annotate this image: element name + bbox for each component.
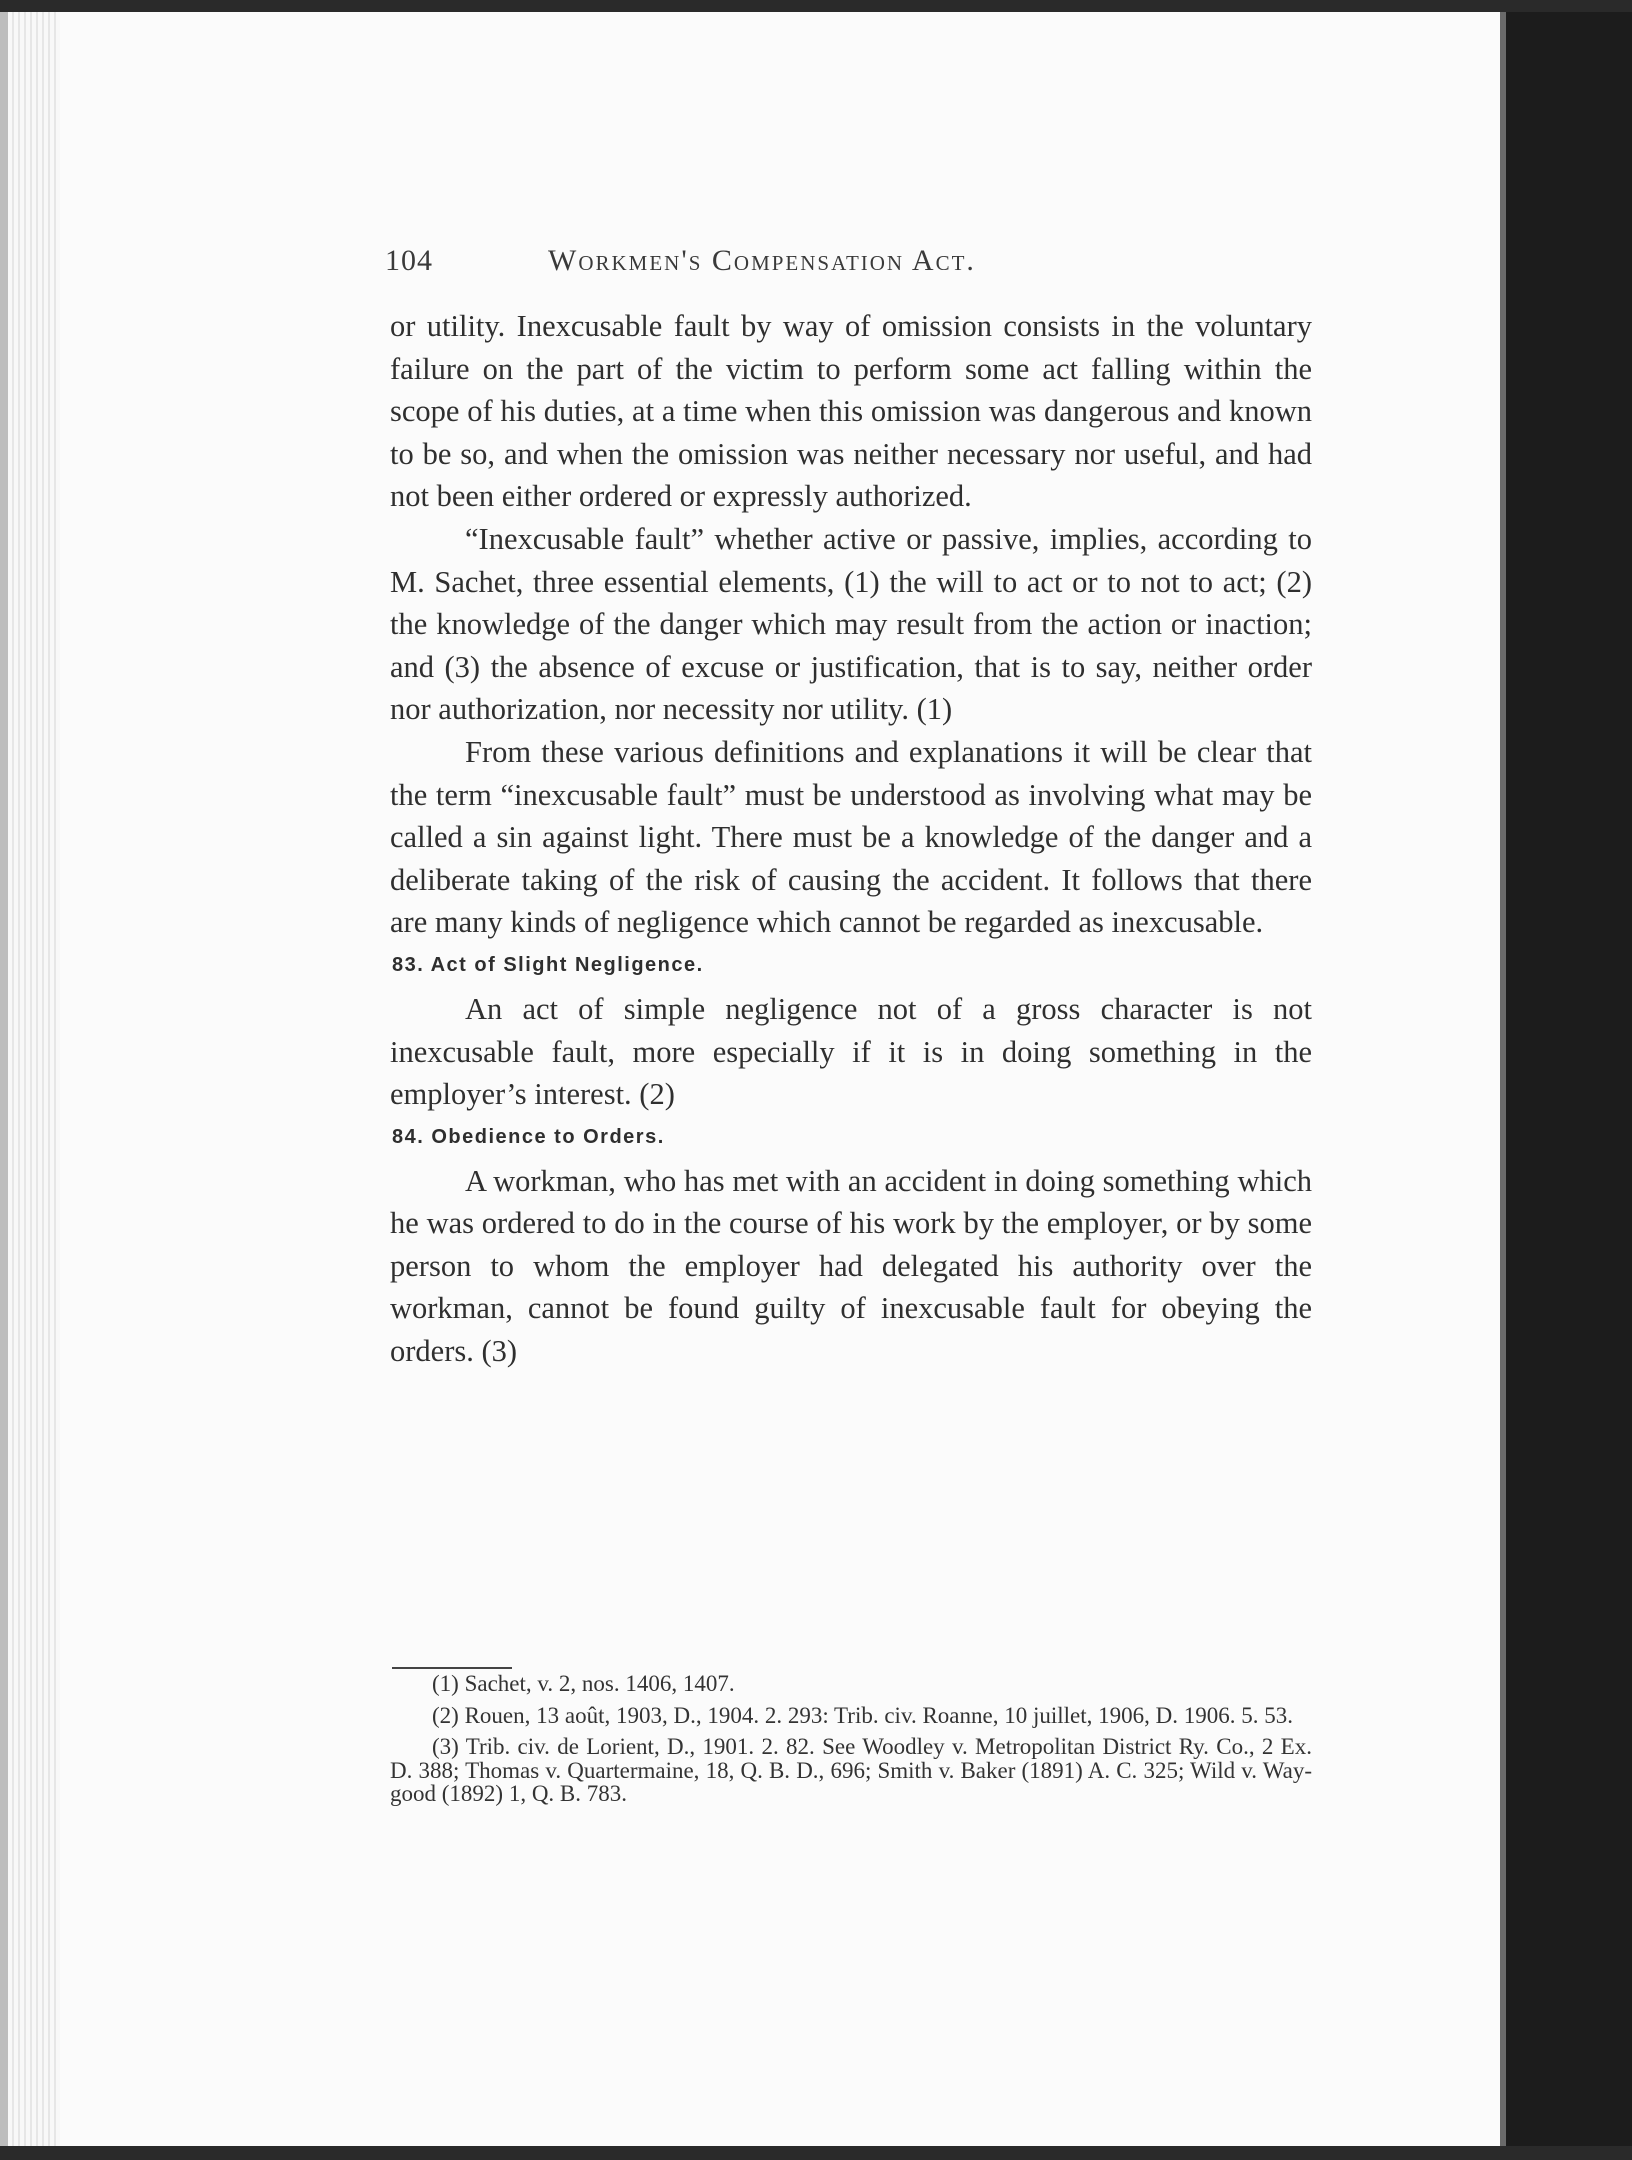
- paragraph-section-83: An act of simple negligence not of a gross character is not inexcusable fault, more especially if it is in doing something in the employer’s interest. (2): [390, 991, 1312, 1112]
- page-right-edge: [1500, 12, 1506, 2146]
- page-header: [385, 240, 1310, 280]
- page-stack-shadow: [0, 12, 8, 2146]
- footnote-1: (1) Sachet, v. 2, nos. 1406, 1407.: [432, 1671, 735, 1696]
- scan-border-bottom: [0, 2146, 1632, 2160]
- paragraph-section-84: A workman, who has met with an accident in doing something which he was ordered to do in the course of his work by the employer, or by some person to whom the employer had delegated his authority over the workman, cannot be found guilty of inexcusable fault for obeying the orders. (3): [390, 1163, 1312, 1369]
- paragraph-omission: or utility. Inexcusable fault by way of omission consists in the voluntary failure on the part of the victim to perform some act falling within the scope of his duties, at a time when this omission was dangerous and known to be so, and when the omission was neither necessary nor useful, and had not been either ordered or expressly authorized.: [390, 309, 1312, 514]
- scan-border-right: [1500, 12, 1632, 2146]
- scan-border-top: [0, 0, 1632, 12]
- running-title: Workmen's Compensation Act.: [548, 244, 976, 277]
- paragraph-definitions: From these various definitions and explanations it will be clear that the term “inexcusable fault” must be understood as involving what may be called a sin against light. There must be a knowledge of the danger and a deliberate taking of the risk of causing the accident. It follows that there are many kinds of negligence which cannot be regarded as inexcusable.: [390, 734, 1312, 940]
- footnote-3: (3) Trib. civ. de Lorient, D., 1901. 2. 82. See Woodley v. Metropolitan District Ry. Co., 2 Ex. D. 388; Thomas v. Quartermaine, 18, Q. B. D., 696; Smith v. Baker (1891) A. C. 325; Wild v. Waygood (1892) 1, Q. B. 783.: [390, 1734, 1312, 1806]
- page-number: 104: [385, 244, 433, 277]
- footnote-2: (2) Rouen, 13 août, 1903, D., 1904. 2. 293: Trib. civ. Roanne, 10 juillet, 1906, D. 1906. 5. 53.: [432, 1702, 1293, 1728]
- page-stack-edges: [0, 12, 60, 2146]
- section-heading-83: 83. Act of Slight Negligence.: [392, 953, 704, 976]
- footnotes: [390, 1672, 1312, 1814]
- paragraph-sachet-elements: “Inexcusable fault” whether active or passive, implies, according to M. Sachet, three essential elements, (1) the will to act or to not to act; (2) the knowledge of the danger which may result from the action or inaction; and (3) the absence of excuse or justification, that is to say, neither order nor authorization, nor necessity nor utility. (1): [390, 521, 1312, 727]
- footnote-rule: [392, 1667, 512, 1669]
- section-heading-84: 84. Obedience to Orders.: [392, 1125, 665, 1148]
- body-text: [390, 305, 1312, 1373]
- page-stack-lines: [0, 12, 60, 2146]
